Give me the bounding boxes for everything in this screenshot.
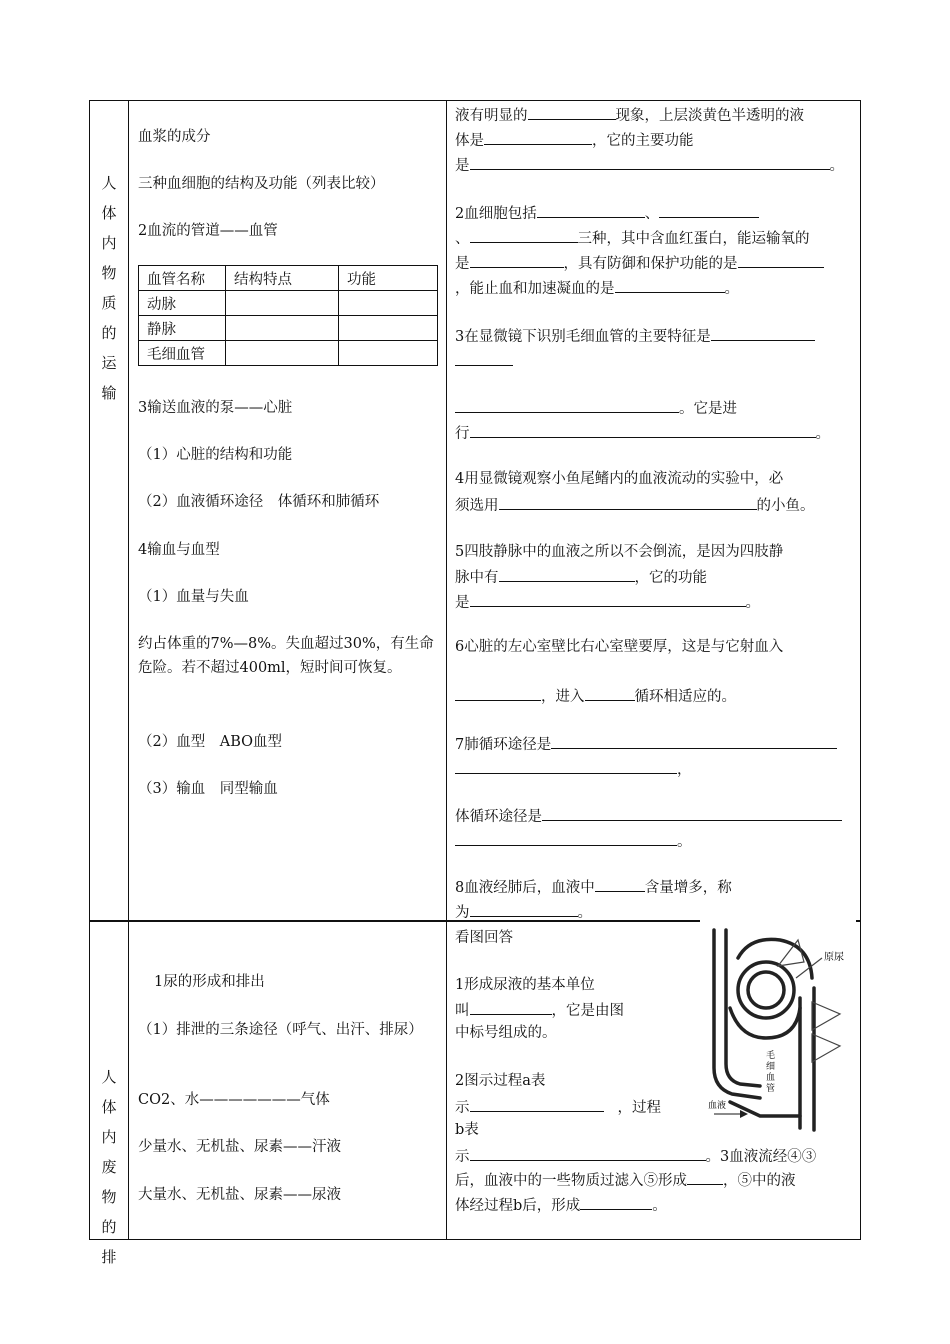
table-cell: 静脉 <box>139 316 226 341</box>
vessel-table <box>138 265 438 366</box>
transfusion-item-2: （2）血型 ABO血型 <box>138 734 283 750</box>
q1-text: 现象，上层淡黄色半透明的液 <box>615 108 804 124</box>
w-q2-line-3: b表 <box>455 1122 479 1138</box>
answer-blank[interactable] <box>738 252 824 268</box>
plasma-line: 血浆的成分 <box>138 129 211 145</box>
answer-blank[interactable] <box>687 1169 723 1185</box>
answer-blank[interactable] <box>580 1194 652 1210</box>
section-label-char: 的 <box>101 324 117 342</box>
answer-blank[interactable] <box>595 876 645 892</box>
w-q1-line-2 <box>455 999 624 1021</box>
table-cell: 毛细血管 <box>139 341 226 366</box>
q3-line-3 <box>455 397 737 419</box>
q1-text: ，它的主要功能 <box>592 133 694 149</box>
w-q1-line-3: 中标号组成的。 <box>455 1025 557 1041</box>
answer-blank[interactable] <box>470 1096 604 1112</box>
q6-line-1: 6心脏的左心室壁比右心室壁要厚，这是与它射血入 <box>455 639 784 655</box>
w-q2-text: 。 <box>652 1198 667 1214</box>
q6-text: 循环相适应的。 <box>634 689 736 705</box>
w-q2-line-1: 2图示过程a表 <box>455 1073 546 1089</box>
answer-blank[interactable] <box>484 129 592 145</box>
w-q2-text: ，⑤中的液 <box>723 1173 796 1189</box>
section-label-char: 体 <box>101 204 117 222</box>
table-header-row <box>139 266 438 291</box>
q2-text: 三种，其中含血红蛋白，能运输氧的 <box>577 231 810 247</box>
q1-text: 液有明显的 <box>455 108 528 124</box>
q7-text: 7肺循环途径是 <box>455 737 552 753</box>
section-label-char: 质 <box>101 294 117 312</box>
q5-line-3 <box>455 591 760 613</box>
cells-line: 三种血细胞的结构及功能（列表比较） <box>138 176 385 192</box>
section-label-char: 物 <box>101 1188 117 1206</box>
gas-line: CO2、水———————气体 <box>138 1092 330 1108</box>
heart-item-2: （2）血液循环途径 体循环和肺循环 <box>138 494 380 510</box>
answer-blank[interactable] <box>615 277 725 293</box>
w-q1-line-1: 1形成尿液的基本单位 <box>455 977 595 993</box>
urine-line: 大量水、无机盐、尿素——尿液 <box>138 1187 341 1203</box>
w-q2-text: 示 <box>455 1149 470 1165</box>
q7-text: 。 <box>677 834 692 850</box>
q2-text: 、 <box>455 231 470 247</box>
label-capillary: 毛细血管 <box>766 1051 776 1094</box>
q4-text: 的小鱼。 <box>756 498 815 514</box>
q4-line-2 <box>455 494 815 516</box>
transfusion-item-3: （3）输血 同型输血 <box>138 781 278 797</box>
section-label-char: 排 <box>101 1248 117 1266</box>
answer-blank[interactable] <box>470 422 816 438</box>
section-label-char: 内 <box>101 1128 117 1146</box>
q2-text: 是 <box>455 256 470 272</box>
table-row <box>139 291 438 316</box>
q5-line-2 <box>455 566 707 588</box>
q7-line-1 <box>455 733 837 755</box>
q8-line-2 <box>455 901 592 923</box>
q1-line-3 <box>455 154 844 176</box>
q8-text: 8血液经肺后，血液中 <box>455 880 595 896</box>
answer-blank[interactable] <box>455 397 679 413</box>
w-q2-line-6 <box>455 1194 667 1216</box>
q5-text: ，它的功能 <box>634 570 707 586</box>
w-q1-text: ，它是由图 <box>551 1003 624 1019</box>
table-row <box>139 341 438 366</box>
vessels-heading: 2血流的管道——血管 <box>138 223 278 239</box>
q1-line-1 <box>455 104 804 126</box>
w-q2-text: 体经过程b后，形成 <box>455 1198 581 1214</box>
q7-line-4 <box>455 830 692 852</box>
answer-blank[interactable] <box>470 901 578 917</box>
q3-text: 3在显微镜下识别毛细血管的主要特征是 <box>455 329 711 345</box>
answer-blank[interactable] <box>470 1145 706 1161</box>
q5-text: 是 <box>455 595 470 611</box>
answer-blank[interactable] <box>455 758 677 774</box>
q7-line-3 <box>455 805 842 827</box>
q3-line-2 <box>455 350 513 372</box>
section-label-char: 人 <box>101 1068 117 1086</box>
answer-blank[interactable] <box>659 202 759 218</box>
q5-text: 。 <box>745 595 760 611</box>
answer-blank[interactable] <box>499 566 635 582</box>
answer-blank[interactable] <box>455 350 513 366</box>
answer-blank[interactable] <box>499 494 757 510</box>
section-label-transport <box>90 168 128 408</box>
table-cell-empty[interactable] <box>339 341 438 366</box>
label-blood: 血液 <box>708 1101 727 1111</box>
q1-text: 是 <box>455 158 470 174</box>
q7-text: 体循环途径是 <box>455 809 542 825</box>
answer-blank[interactable] <box>528 104 616 120</box>
table-cell-empty[interactable] <box>339 316 438 341</box>
q3-text: 。它是进 <box>679 401 737 417</box>
q1-line-2 <box>455 129 694 151</box>
w-q2-line-5 <box>455 1169 796 1191</box>
w-q2-line-4 <box>455 1145 816 1167</box>
column-divider-2 <box>446 100 447 1240</box>
q8-line-1 <box>455 876 732 898</box>
w-q2-line-2 <box>455 1096 661 1118</box>
w-q2-text: ，过程 <box>617 1100 661 1116</box>
w-q2-text: 示 <box>455 1100 470 1116</box>
w-q1-text: 叫 <box>455 1003 470 1019</box>
q7-text: ， <box>677 762 692 778</box>
table-cell: 动脉 <box>139 291 226 316</box>
section-label-char: 输 <box>101 384 117 402</box>
table-cell-empty[interactable] <box>339 291 438 316</box>
q2-text: ，能止血和加速凝血的是 <box>455 281 615 297</box>
urine-heading: 1尿的形成和排出 <box>154 974 265 990</box>
q2-text: 。 <box>724 281 739 297</box>
q2-line-3 <box>455 252 824 274</box>
answer-blank[interactable] <box>455 685 541 701</box>
q3-text: 。 <box>815 426 830 442</box>
transfusion-detail: 约占体重的7%—8%。失血超过30%，有生命危险。若不超过400ml，短时间可恢复。 <box>138 636 434 676</box>
section-label-waste <box>90 1062 128 1272</box>
answer-blank[interactable] <box>711 325 815 341</box>
figure-intro: 看图回答 <box>455 930 513 946</box>
table-cell-empty[interactable] <box>226 316 339 341</box>
sweat-line: 少量水、无机盐、尿素——汗液 <box>138 1139 341 1155</box>
q8-text: 。 <box>577 905 592 921</box>
section-label-char: 物 <box>101 264 117 282</box>
q6-text: ，进入 <box>541 689 585 705</box>
q7-line-2 <box>455 758 692 780</box>
nephron-figure <box>700 918 856 1148</box>
q2-line-2 <box>455 227 810 249</box>
q2-text: 、 <box>644 206 660 222</box>
q3-line-1 <box>455 325 815 347</box>
table-header-cell: 功能 <box>339 266 438 291</box>
heart-heading: 3输送血液的泵——心脏 <box>138 400 293 416</box>
section-label-char: 废 <box>101 1158 117 1176</box>
section-label-char: 体 <box>101 1098 117 1116</box>
table-cell-empty[interactable] <box>226 291 339 316</box>
excretion-ways: （1）排泄的三条途径（呼气、出汗、排尿） <box>138 1022 423 1038</box>
q3-line-4 <box>455 422 830 444</box>
q4-line-1: 4用显微镜观察小鱼尾鳍内的血液流动的实验中，必 <box>455 471 784 487</box>
answer-blank[interactable] <box>455 830 677 846</box>
w-q2-text: 后，血液中的一些物质过滤入⑤形成 <box>455 1173 687 1189</box>
q2-line-1 <box>455 202 759 224</box>
q4-text: 须选用 <box>455 498 499 514</box>
answer-blank[interactable] <box>470 227 578 243</box>
q5-line-1: 5四肢静脉中的血液之所以不会倒流，是因为四肢静 <box>455 544 784 560</box>
q3-text: 行 <box>455 426 470 442</box>
heart-item-1: （1）心脏的结构和功能 <box>138 447 293 463</box>
q1-text: 。 <box>829 158 844 174</box>
section-label-char: 人 <box>101 174 117 192</box>
q2-text: ，具有防御和保护功能的是 <box>563 256 738 272</box>
answer-blank[interactable] <box>585 685 635 701</box>
answer-blank[interactable] <box>470 999 552 1015</box>
column-divider-1 <box>128 100 129 1240</box>
q8-text: 为 <box>455 905 470 921</box>
section-label-text <box>90 168 128 408</box>
q2-text: 2血细胞包括 <box>455 206 537 222</box>
section-label-char: 运 <box>101 354 117 372</box>
q8-text: 含量增多，称 <box>644 880 732 896</box>
table-header-cell: 血管名称 <box>139 266 226 291</box>
w-q2-text: 。3血液流经④③ <box>705 1149 817 1165</box>
section-label-text <box>90 1062 128 1272</box>
q1-text: 体是 <box>455 133 484 149</box>
answer-blank[interactable] <box>470 154 830 170</box>
table-cell-empty[interactable] <box>226 341 339 366</box>
section-label-char: 内 <box>101 234 117 252</box>
answer-blank[interactable] <box>470 252 564 268</box>
q2-line-4 <box>455 277 739 299</box>
q5-text: 脉中有 <box>455 570 499 586</box>
section-label-char: 的 <box>101 1218 117 1236</box>
answer-blank[interactable] <box>537 202 645 218</box>
table-row <box>139 316 438 341</box>
transfusion-heading: 4输血与血型 <box>138 542 220 558</box>
label-urine: 原尿 <box>824 952 844 963</box>
table-header-cell: 结构特点 <box>226 266 339 291</box>
answer-blank[interactable] <box>470 591 746 607</box>
answer-blank[interactable] <box>542 805 842 821</box>
q6-line-2 <box>455 685 736 707</box>
answer-blank[interactable] <box>551 733 837 749</box>
transfusion-item-1: （1）血量与失血 <box>138 589 249 605</box>
